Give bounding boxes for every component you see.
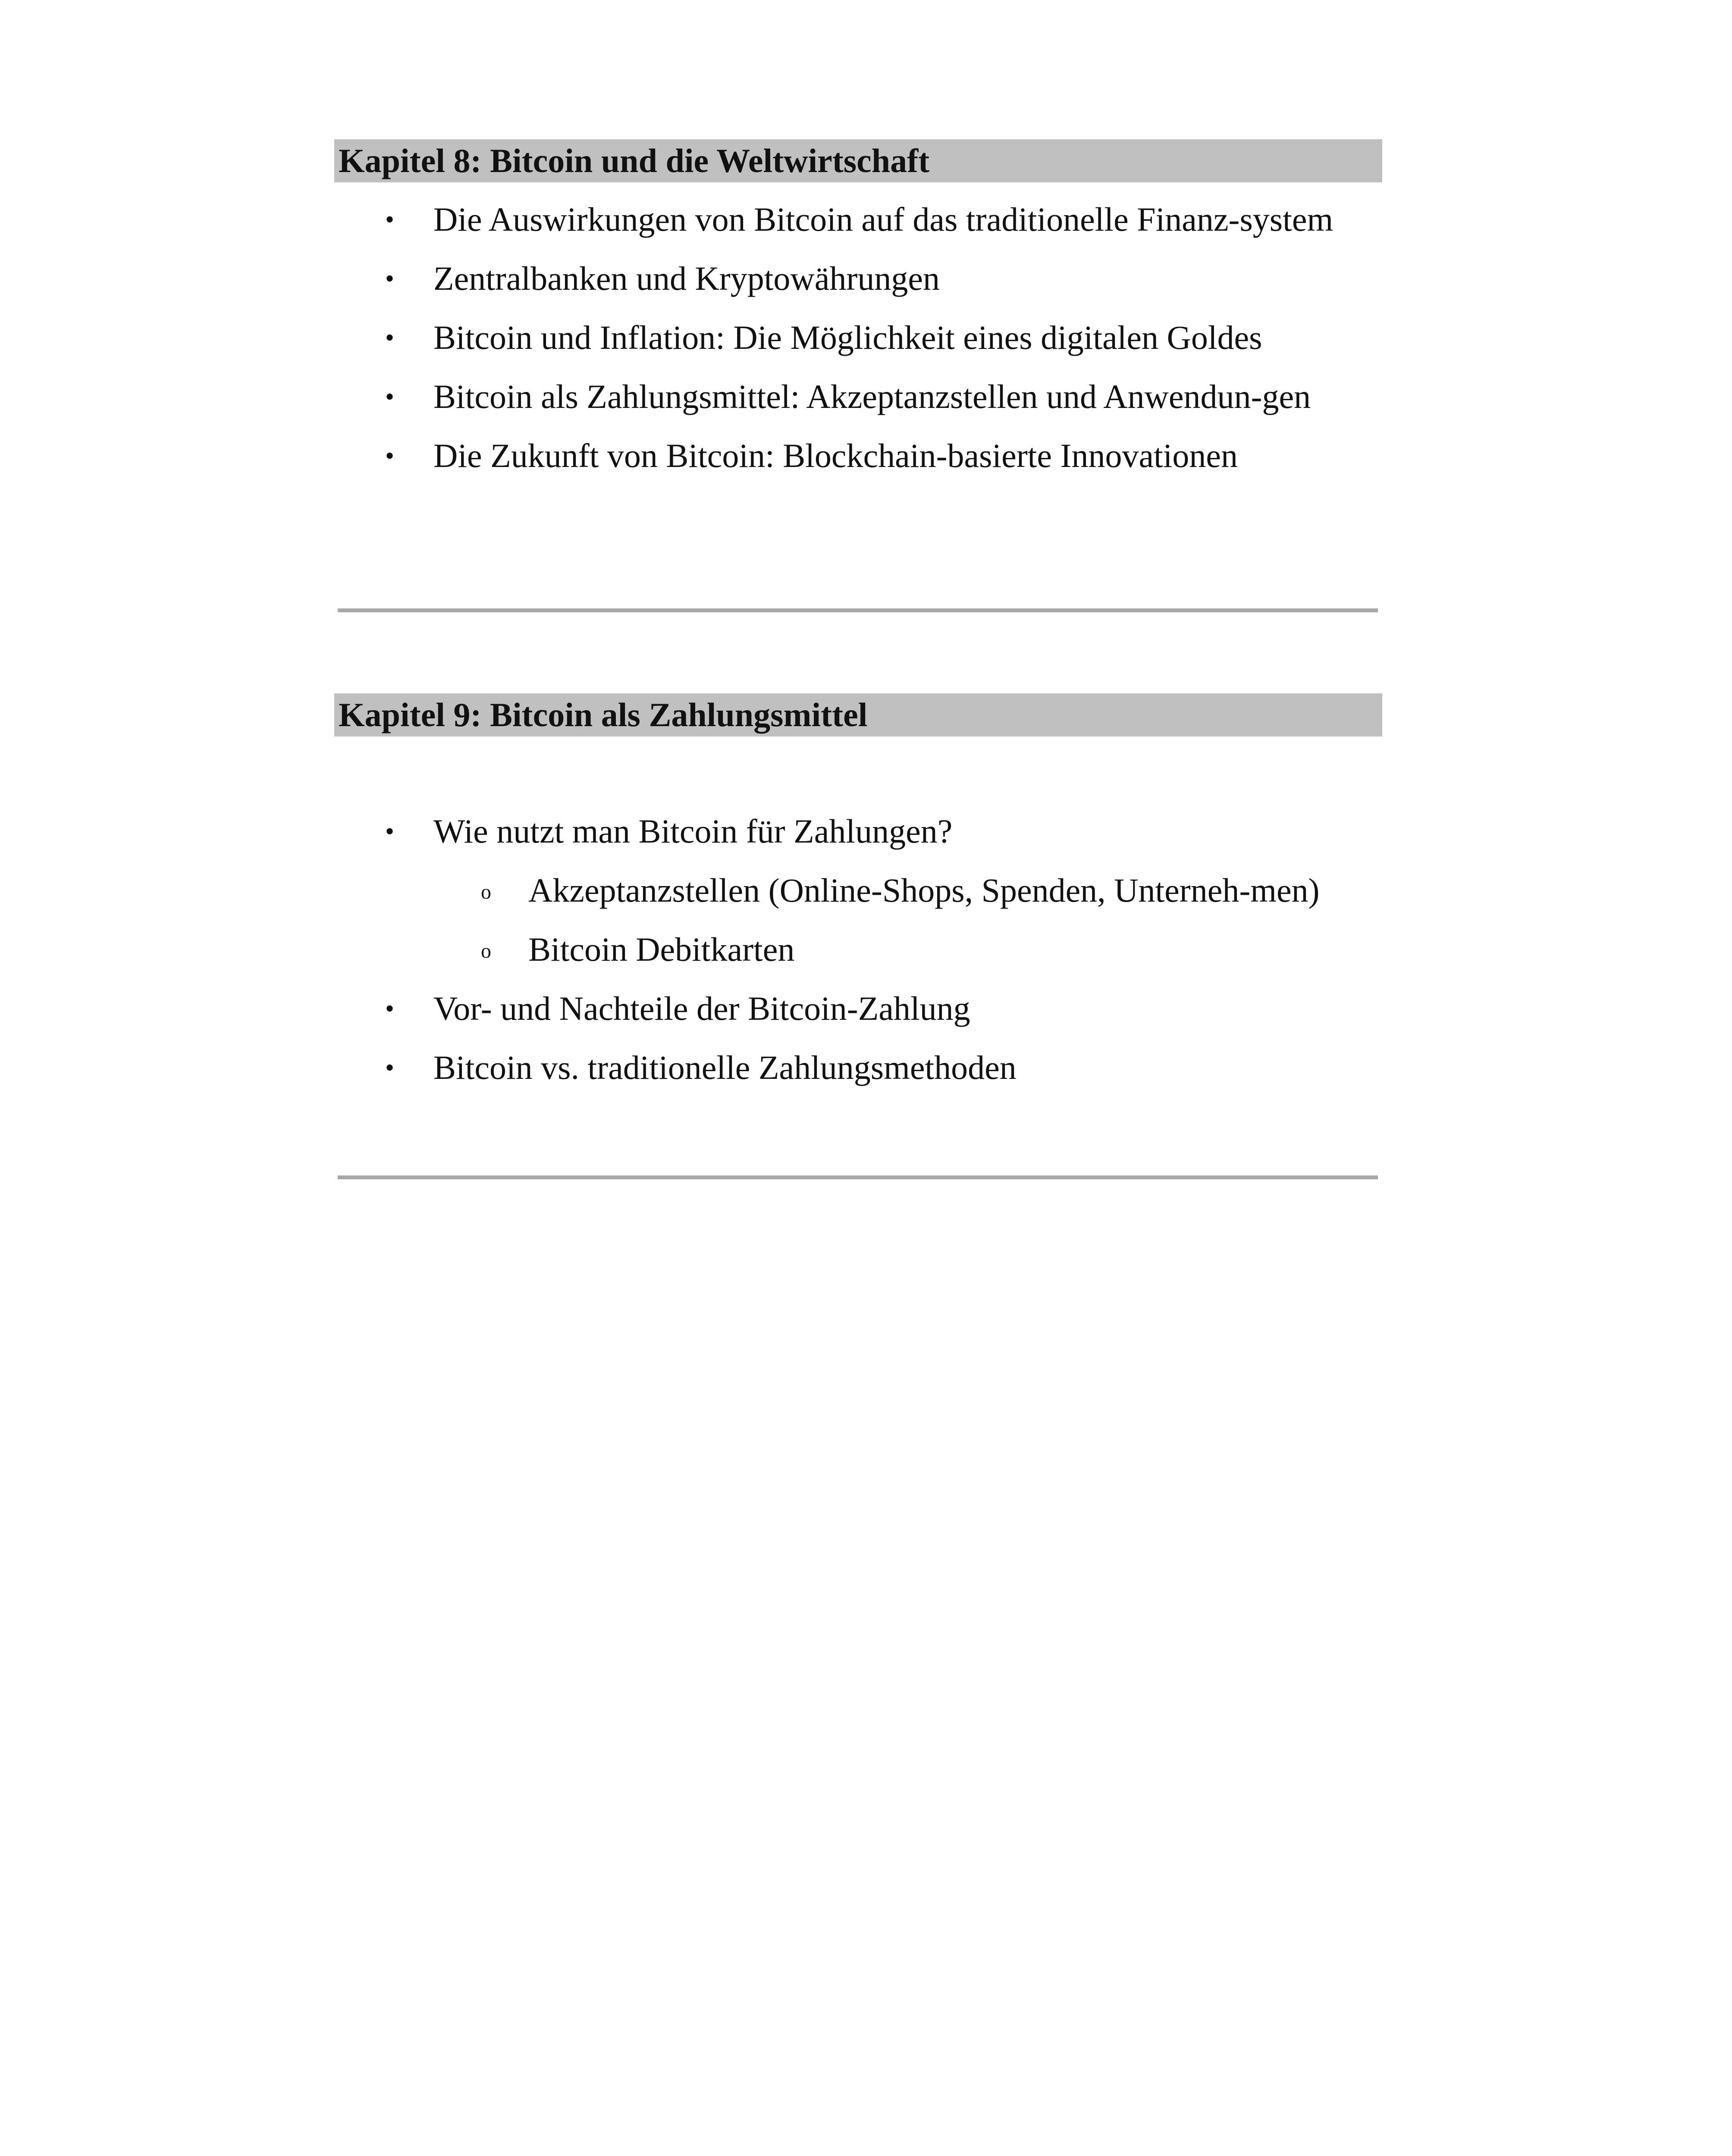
- bullet-icon: •: [385, 442, 395, 470]
- chapter-8-heading: Kapitel 8: Bitcoin und die Weltwirtschaft: [334, 139, 1382, 182]
- list-item: [334, 257, 1382, 300]
- sub-list: [334, 869, 1379, 971]
- list-item-text: Die Zukunft von Bitcoin: Blockchain-basierte Innovationen: [433, 437, 1238, 474]
- list-item: [334, 987, 1382, 1030]
- chapter-8-section: [334, 139, 1382, 493]
- circle-bullet-icon: o: [481, 940, 491, 962]
- bullet-icon: •: [385, 382, 395, 411]
- list-item: [334, 375, 1382, 418]
- list-item: [334, 434, 1382, 477]
- bullet-icon: •: [385, 994, 395, 1023]
- list-item-text: Bitcoin als Zahlungsmittel: Akzeptanzstellen und Anwendun-gen: [433, 378, 1311, 415]
- list-item-text: Bitcoin und Inflation: Die Möglichkeit eines digitalen Goldes: [433, 319, 1262, 356]
- sub-list-item-text: Bitcoin Debitkarten: [528, 931, 795, 968]
- bullet-icon: •: [385, 205, 395, 234]
- chapter-9-list: [334, 810, 1382, 1089]
- list-item: [334, 810, 1382, 971]
- list-item-text: Bitcoin vs. traditionelle Zahlungsmethoden: [433, 1049, 1017, 1086]
- list-item-text: Vor- und Nachteile der Bitcoin-Zahlung: [433, 990, 970, 1027]
- list-item-text: Die Auswirkungen von Bitcoin auf das traditionelle Finanz-system: [433, 201, 1334, 238]
- chapter-9-section: [334, 693, 1382, 1105]
- list-item-text: Zentralbanken und Kryptowährungen: [433, 260, 940, 297]
- bullet-icon: •: [385, 264, 395, 293]
- section-divider: [338, 1175, 1378, 1179]
- circle-bullet-icon: o: [481, 881, 491, 903]
- section-divider: [338, 608, 1378, 612]
- list-item: [334, 198, 1382, 241]
- list-item: [334, 316, 1382, 359]
- sub-list-item-text: Akzeptanzstellen (Online-Shops, Spenden, Unterneh-men): [528, 871, 1320, 909]
- list-item: [334, 1046, 1382, 1089]
- bullet-icon: •: [385, 323, 395, 352]
- bullet-icon: •: [385, 1053, 395, 1082]
- chapter-9-heading: Kapitel 9: Bitcoin als Zahlungsmittel: [334, 693, 1382, 736]
- chapter-8-list: [334, 198, 1382, 477]
- bullet-icon: •: [385, 817, 395, 846]
- sub-list-item: [334, 928, 1379, 971]
- list-item-text: Wie nutzt man Bitcoin für Zahlungen?: [433, 812, 953, 850]
- sub-list-item: [334, 869, 1379, 912]
